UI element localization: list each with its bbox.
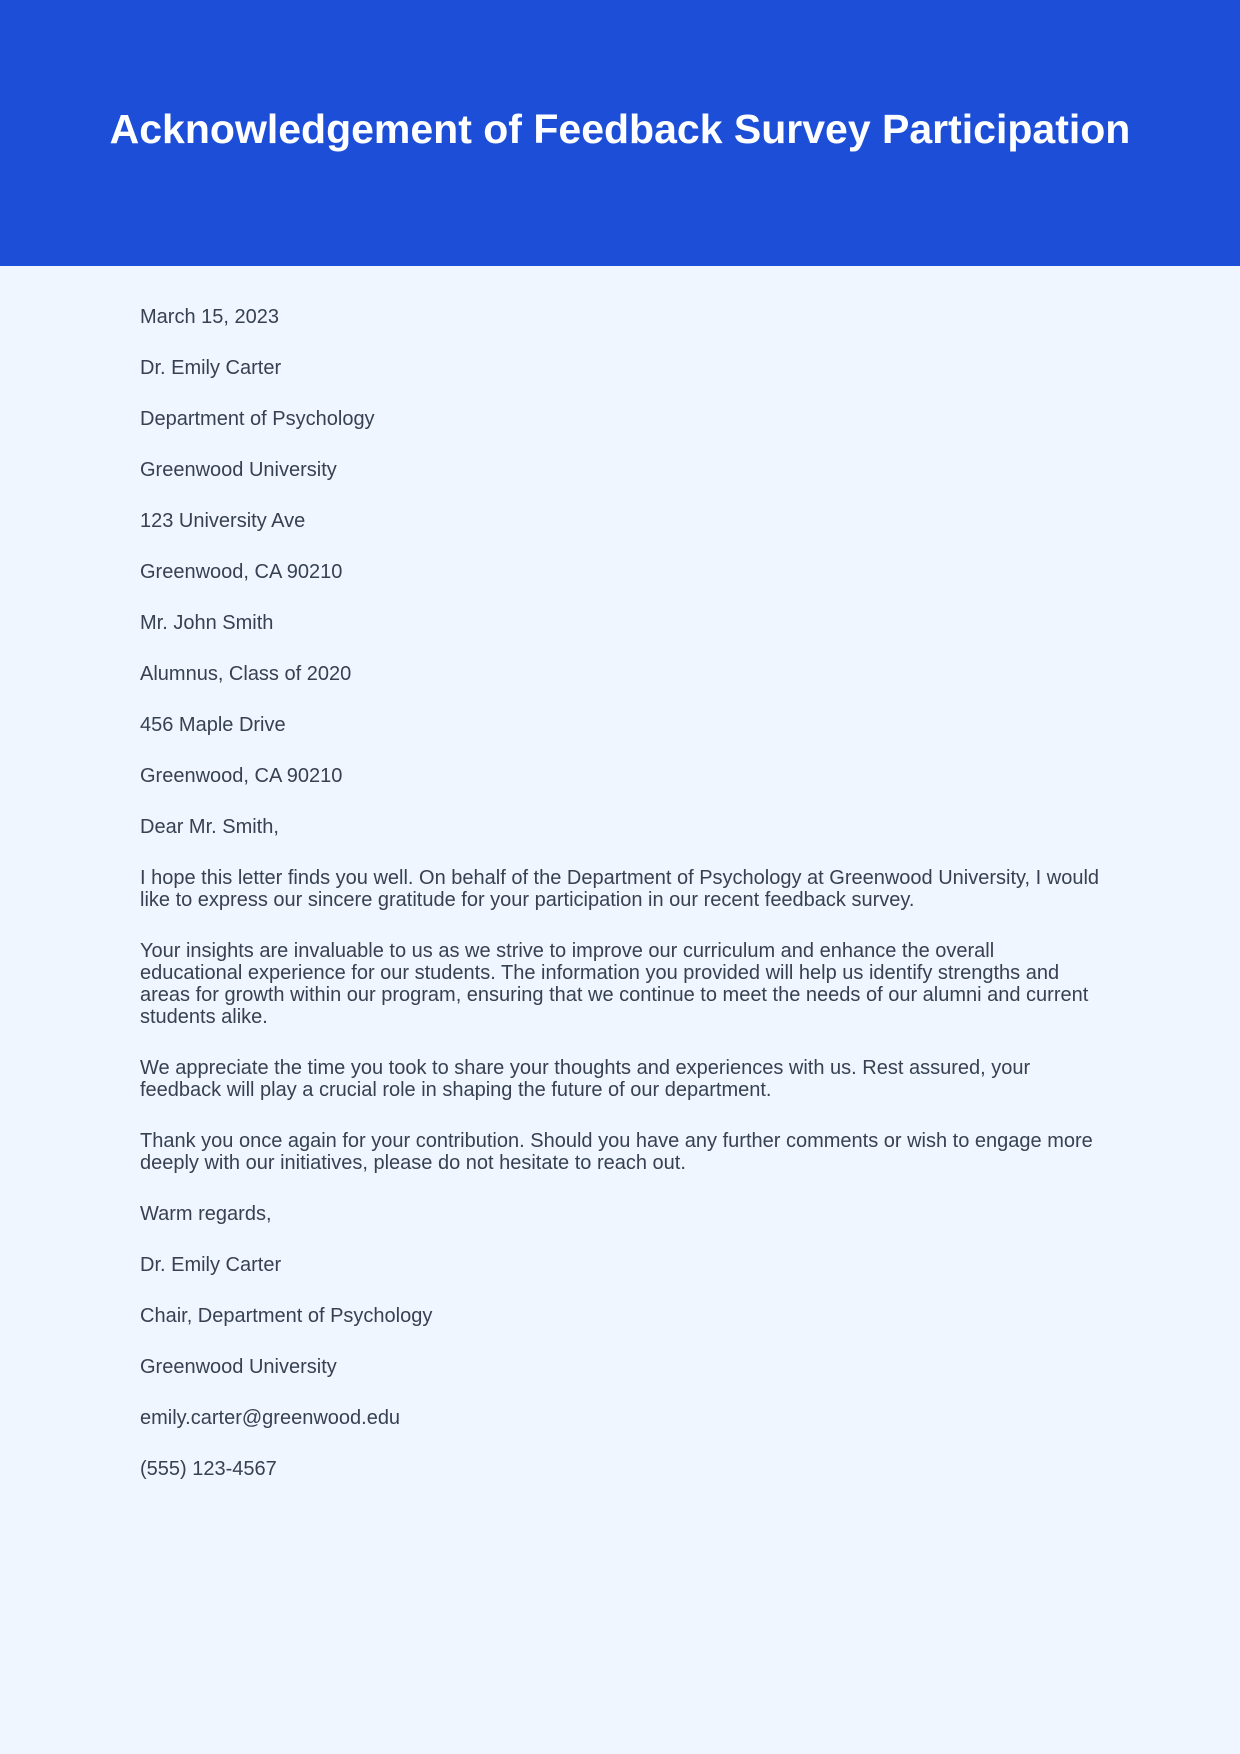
recipient-city: Greenwood, CA 90210: [140, 765, 343, 787]
letter-date: March 15, 2023: [140, 306, 279, 328]
sender-name: Dr. Emily Carter: [140, 357, 282, 379]
recipient-street: 456 Maple Drive: [140, 714, 286, 736]
sender-street: 123 University Ave: [140, 510, 306, 532]
signature-institution: Greenwood University: [140, 1356, 337, 1378]
signature-phone: (555) 123-4567: [140, 1458, 277, 1480]
letter-title: Acknowledgement of Feedback Survey Participation: [109, 105, 1131, 152]
sender-city: Greenwood, CA 90210: [140, 561, 343, 583]
salutation: Dear Mr. Smith,: [140, 816, 279, 838]
signature-email: emily.carter@greenwood.edu: [140, 1407, 401, 1429]
body-paragraph: I hope this letter finds you well. On behalf of the Department of Psychology at Greenwood University, I would like to express our sincere gratitude for your participation in our recent feedback survey.: [140, 867, 1100, 911]
sender-department: Department of Psychology: [140, 408, 375, 430]
signature-title: Chair, Department of Psychology: [140, 1305, 433, 1327]
recipient-address: [140, 612, 1100, 787]
recipient-name: Mr. John Smith: [140, 612, 274, 634]
letter-body: [140, 306, 1100, 1509]
sender-address: [140, 357, 1100, 583]
body-paragraph: Thank you once again for your contribution. Should you have any further comments or wish to engage more deeply with our initiatives, please do not hesitate to reach out.: [140, 1130, 1093, 1174]
letter-header: [0, 0, 1240, 266]
body-paragraph: Your insights are invaluable to us as we strive to improve our curriculum and enhance the overall educational experience for our students. The information you provided will help us identify strengths and areas for growth within our program, ensuring that we continue to meet the needs of our alumni and current students alike.: [140, 940, 1089, 1028]
recipient-title: Alumnus, Class of 2020: [140, 663, 352, 685]
body-paragraph: We appreciate the time you took to share your thoughts and experiences with us. Rest assured, your feedback will play a crucial role in shaping the future of our department.: [140, 1057, 1031, 1101]
signature-name: Dr. Emily Carter: [140, 1254, 282, 1276]
signature-block: [140, 1254, 1100, 1480]
sender-institution: Greenwood University: [140, 459, 337, 481]
closing: Warm regards,: [140, 1203, 272, 1225]
